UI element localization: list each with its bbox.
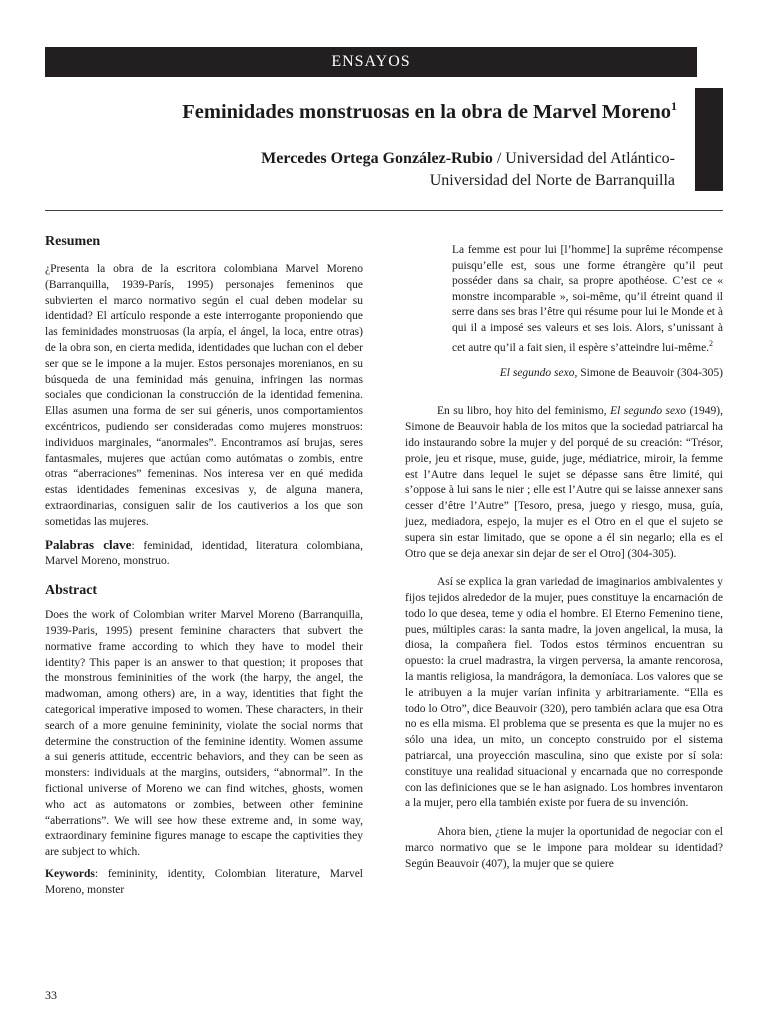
author-affiliation-2: Universidad del Norte de Barranquilla bbox=[429, 172, 675, 189]
abstract-text: Does the work of Colombian writer Marvel Moreno (Barranquilla, 1939-Paris, 1995) present feminine characters that subvert the normative frame according to which they have to model their identity? This paper is an answer to that question; it proposes that the monstrous femininities of the work (the harpy, the angel, the madwoman, among others) are, in a way, identities that fight the categorical imperative imposed to women. These characters, in their search of a more genuine femininity, violate the social norms that determine the construction of the feminine identity. Women assume a sui generis attitude, eccentric behaviors, and they can be seen as monsters: individuals at the margins, outsiders, “abnormal”. In the fictional universe of Moreno we can find witches, ghosts, women who act as automatons or zombies, between other feminine “aberrations”. We will see how these extreme and, in some way, extraordinary feminine figures manage to escape the captivities they are subject to which. bbox=[45, 609, 363, 859]
header-divider bbox=[45, 210, 723, 211]
article-title bbox=[45, 98, 677, 126]
left-column bbox=[45, 232, 363, 898]
title-footnote-marker: 1 bbox=[671, 99, 677, 113]
epigraph-source-title: El segundo sexo bbox=[499, 367, 575, 380]
body-paragraph-1-start: En su libro, hoy hito del feminismo, bbox=[437, 405, 611, 418]
abstract-heading: Abstract bbox=[45, 583, 98, 599]
section-header-bar bbox=[45, 47, 697, 77]
book-title: El segundo sexo bbox=[610, 405, 686, 418]
author-affiliation: / Universidad del Atlántico- bbox=[492, 150, 675, 167]
resumen-keywords bbox=[45, 537, 363, 571]
body-paragraph-2: Así se explica la gran variedad de imaginarios ambivalentes y fijos tejidos alrededor de la mujer, pues constituye la encarnación de todo lo que desea, teme y odia el hombre. El Eterno Femenino tiene, pues, múltiples caras: la santa madre, la joven angelical, la musa, la diosa, la compañera fiel. Todos estos términos encuentran su opuesto: la cruel madrastra, la virgen perversa, la amante rencorosa, la mantis religiosa, la mandrágora, la demoníaca. Los valores que se le atribuyen a la mujer varían infinita y arbitrariamente. “Ella es todo lo Otro”, dice Beauvoir (320), pero también aclara que esa Otra no es ella misma. El problema que se presenta es que la mujer no es sólo una idea, un mito, un concepto construido por el sistema patriarcal, una proyección masculina, sino que existe por sí sola: constituye una realidad situacional y encarnada que no corresponde con las definiciones que se le han asignado. Los hombres inventaron a la mujer, pero ella también existe por fuera de su invención. bbox=[405, 576, 723, 810]
epigraph-source-author: , Simone de Beauvoir (304-305) bbox=[574, 367, 723, 380]
epigraph-source bbox=[405, 365, 723, 381]
epigraph-quote bbox=[405, 243, 723, 356]
section-label: ENSAYOS bbox=[331, 53, 411, 70]
author-line bbox=[45, 148, 675, 192]
side-tab-marker bbox=[695, 88, 723, 191]
author-name: Mercedes Ortega González-Rubio bbox=[261, 150, 493, 167]
page-number: 33 bbox=[45, 988, 57, 1002]
resumen-text: ¿Presenta la obra de la escritora colombiana Marvel Moreno (Barranquilla, 1939-París, 1995) personajes femeninos que subvierten el marco normativo según el cual deben modelar su identidad? El artículo responde a este interrogante proponiendo que las feminidades monstruosas (la arpía, el ángel, la loca, entre otras) de la obra son, en cierta medida, identidades que luchan con el deber ser que se le impone a la mujer. Estos personajes morenianos, en su búsqueda de una feminidad más genuina, infringen las normas sociales que condicionan la construcción de la identidad femenina. Ellas asumen una forma de ser sui géneris, unos comportamientos excéntricos, pudiendo ser consideradas como mujeres monstruos: individuos marginales, “anormales”. Encontramos así brujas, seres fantasmales, mujeres que actúan como autómatas o zombis, entre otras “aberraciones” femeninas. Nos interesa ver en qué medida estas identidades femeninas excesivas y, de alguna manera, extraordinarias, consiguen salir de los cautiverios a los que son sometidas las mujeres. bbox=[45, 263, 363, 528]
resumen-keywords-label: Palabras clave bbox=[45, 536, 132, 552]
abstract-keywords bbox=[45, 867, 363, 899]
body-paragraph-1-rest: (1949), Simone de Beauvoir habla de los mitos que la sociedad patriarcal ha ido instaurando sobre la mujer y del porqué de su creación: “Trésor, proie, jeu et risque, muse, guide, juge, médiatrice, miroir, la femme est l’Autre dans lequel le sujet se dépasse sans être limité, qui s’oppose à lui sans le nier ; elle est l’Autre qui se laisse annexer sans cesser d’être l’Autre” [Tesoro, presa, juego y riesgo, musa, guía, juez, mediadora, espejo, la mujer es el Otro en el que el sujeto se supera sin estar limitado, que se opone a él sin negarlo; ella es el Otro que se deja anexar sin dejar de ser el Otro] (304-305). bbox=[405, 405, 723, 560]
body-paragraph-3: Ahora bien, ¿tiene la mujer la oportunidad de negociar con el marco normativo que se le impone para moldear su identidad? Según Beauvoir (407), la mujer que se quiere bbox=[405, 826, 723, 870]
epigraph-footnote-marker: 2 bbox=[709, 339, 714, 348]
resumen-keywords-text: : feminidad, identidad, literatura colombiana, Marvel Moreno, monstruo. bbox=[45, 539, 363, 568]
abstract-keywords-text: : femininity, identity, Colombian literature, Marvel Moreno, monster bbox=[45, 867, 363, 896]
resumen-heading: Resumen bbox=[45, 234, 101, 249]
abstract-keywords-label: Keywords bbox=[45, 867, 95, 880]
body-paragraph-1 bbox=[405, 404, 723, 562]
epigraph-text: La femme est pour lui [l’homme] la suprême récompense puisqu’elle est, sous une forme étrangère qu’il peut posséder dans sa chair, sa propre apothéose. C’est ce « monstre incomparable », soi-même, qu’il étreint quand il serre dans ses bras l’être qui résume pour lui le Monde et à qui il a imposé ses valeurs et ses lois. Alors, s’unissant à cet autre qu’il a fait sien, il espère s’atteindre lui-même. bbox=[452, 244, 723, 354]
title-text: Feminidades monstruosas en la obra de Marvel Moreno bbox=[182, 101, 671, 123]
right-column bbox=[405, 243, 723, 873]
